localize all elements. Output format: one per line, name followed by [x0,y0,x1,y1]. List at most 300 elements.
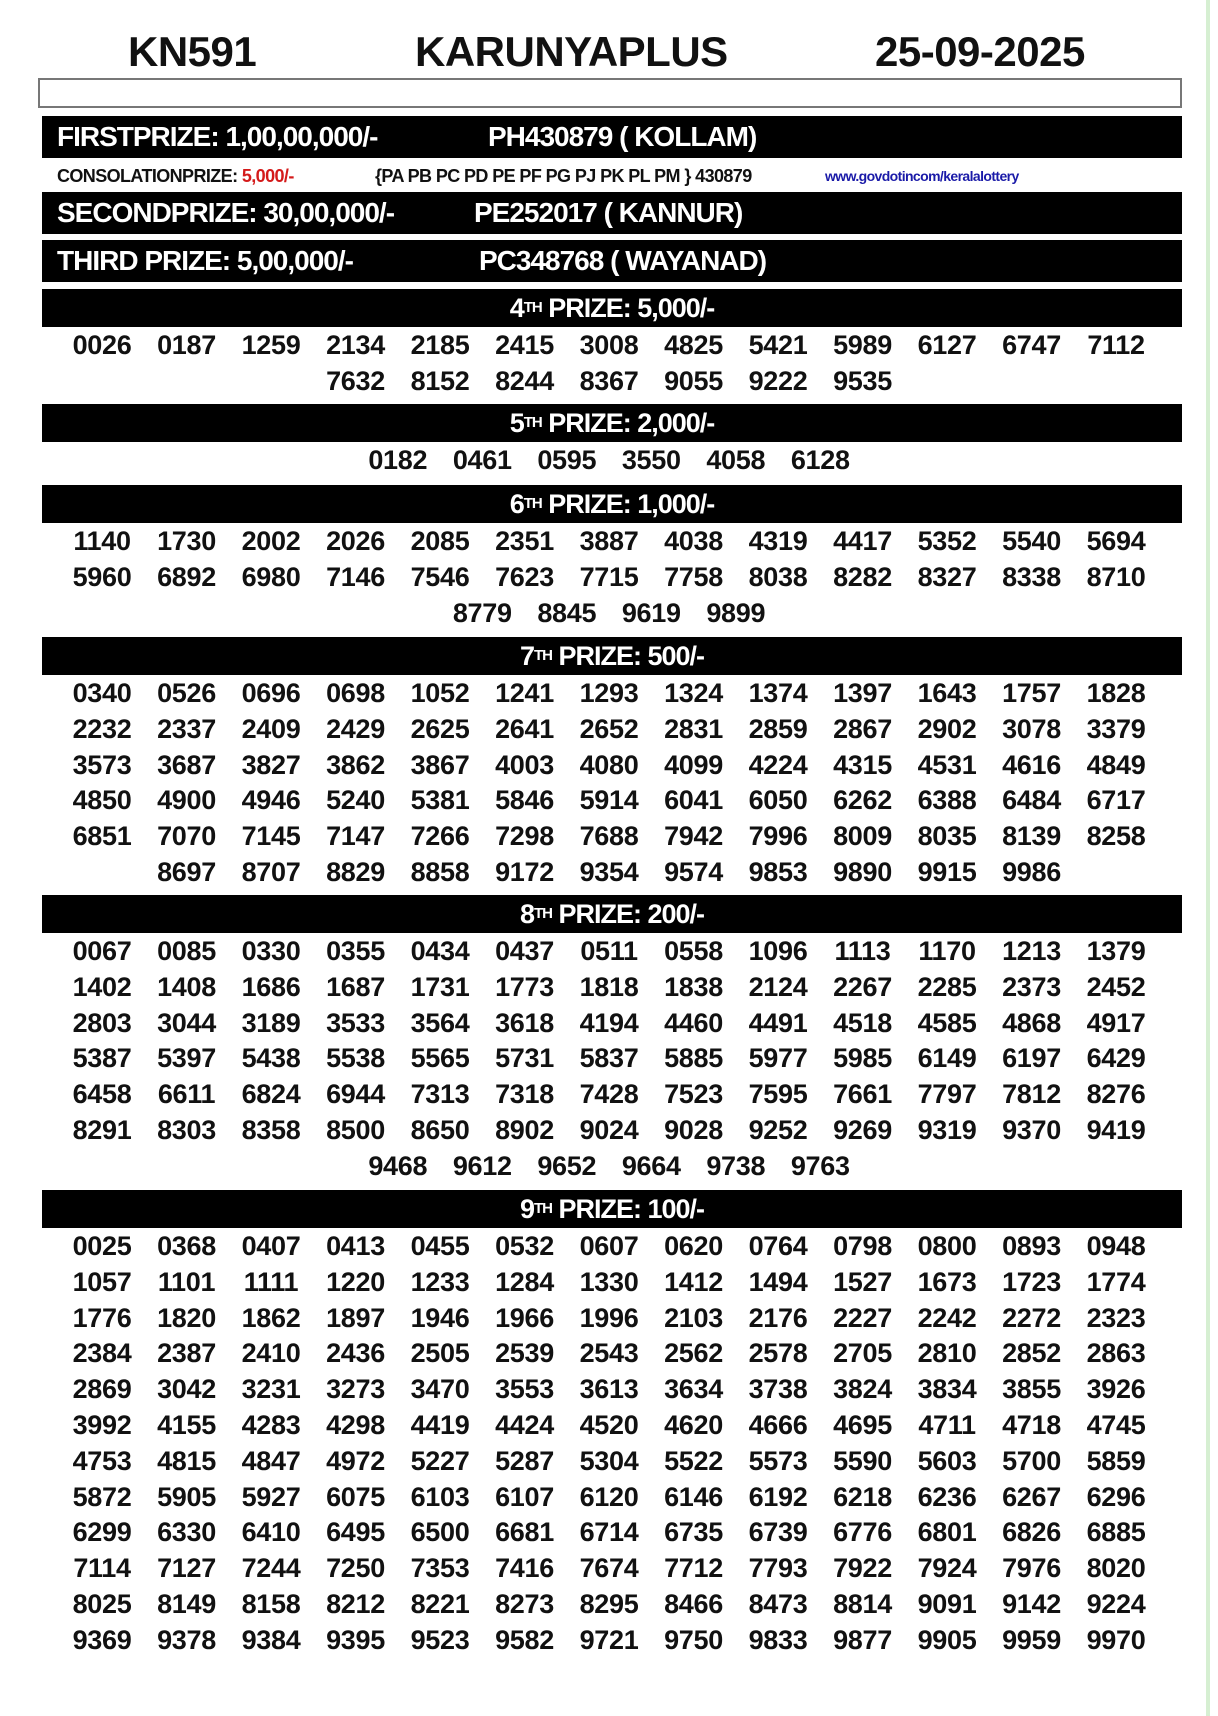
prize-amount: PRIZE: 100/- [551,1194,705,1224]
winning-number: 6980 [241,561,301,592]
winning-number: 2285 [917,971,977,1002]
prize-amount: PRIZE: 200/- [551,899,705,929]
winning-number: 5885 [664,1043,723,1074]
prize-9-number-row [0,1622,1218,1658]
winning-number: 6128 [790,445,850,475]
winning-number: 5872 [72,1481,132,1512]
winning-number: 7715 [579,561,639,592]
winning-number: 7147 [326,821,385,852]
prize-6-number-row [0,595,1218,631]
winning-number: 0182 [368,445,428,475]
winning-number: 7070 [157,821,216,852]
winning-number: 9877 [833,1624,892,1655]
winning-number: 4531 [917,749,977,780]
winning-number: 2337 [157,713,216,744]
winning-number: 6824 [241,1079,301,1110]
winning-number: 6296 [1086,1481,1146,1512]
winning-number: 3550 [621,445,681,475]
winning-number: 9721 [579,1624,639,1655]
second-prize-winner: PE252017 ( KANNUR) [474,197,743,228]
winning-number: 8295 [579,1589,639,1619]
winning-number: 4520 [579,1410,639,1440]
winning-number: 6611 [157,1079,216,1110]
winning-number: 2562 [664,1338,723,1369]
winning-number: 4194 [579,1007,639,1038]
winning-number: 3078 [1002,713,1061,744]
winning-number: 2232 [72,713,132,744]
winning-number: 2134 [326,330,385,360]
winning-number: 6484 [1002,785,1061,816]
winning-number: 0800 [917,1231,977,1261]
winning-number: 4868 [1002,1007,1061,1038]
winning-number: 6717 [1086,785,1146,816]
winning-number: 5837 [579,1043,639,1074]
winning-number: 8303 [157,1115,216,1145]
lottery-name: KARUNYAPLUS [415,28,728,75]
winning-number: 4585 [917,1007,977,1038]
winning-number: 9384 [241,1624,301,1655]
winning-number: 9582 [495,1624,554,1655]
winning-number: 9523 [410,1624,470,1655]
prize-8-number-row [0,1076,1218,1112]
winning-number: 3827 [241,749,301,780]
winning-number: 3379 [1086,713,1146,744]
winning-number: 0764 [748,1231,808,1261]
winning-number: 1673 [917,1266,977,1297]
winning-number: 1897 [326,1302,385,1333]
winning-number: 6739 [748,1517,808,1548]
winning-number: 6050 [748,785,808,816]
winning-number: 7353 [410,1553,470,1584]
prize-9-number-row [0,1514,1218,1550]
winning-number: 0340 [72,678,132,708]
winning-number: 2176 [748,1302,808,1333]
winning-number: 4917 [1086,1007,1146,1038]
winning-number: 4900 [157,785,216,816]
winning-number: 3273 [326,1374,385,1405]
prize-7-number-row [0,711,1218,747]
prize-7-number-row [0,782,1218,818]
winning-number: 1862 [241,1302,301,1333]
prize-ordinal: 8 [519,899,534,929]
winning-number: 2436 [326,1338,385,1369]
winning-number: 1730 [157,526,216,556]
winning-number: 6714 [579,1517,639,1548]
winning-number: 0407 [241,1231,301,1261]
prize-4-number-row [0,327,1218,363]
winning-number: 2267 [833,971,892,1002]
winning-number: 1057 [72,1266,132,1297]
prize-amount: PRIZE: 5,000/- [541,293,715,323]
winning-number: 9959 [1002,1624,1061,1655]
winning-number: 1259 [241,330,301,360]
winning-number: 8367 [579,365,639,396]
winning-number: 1096 [748,936,808,966]
prize-amount: PRIZE: 500/- [551,641,705,671]
winning-number: 8466 [664,1589,723,1619]
prize-ordinal: 6 [509,489,524,519]
prize-7-number-row [0,818,1218,854]
winning-number: 1686 [241,971,301,1002]
winning-number: 1052 [410,678,470,708]
winning-number: 0368 [157,1231,216,1261]
winning-number: 9915 [917,857,977,887]
winning-number: 9091 [917,1589,977,1619]
winning-number: 6429 [1086,1043,1146,1074]
winning-number: 2429 [326,713,385,744]
winning-number: 1379 [1086,936,1146,966]
prize-6-header [42,485,1182,523]
prize-8-number-row [0,1112,1218,1148]
winning-number: 8212 [326,1589,385,1619]
winning-number: 1408 [157,971,216,1002]
winning-number: 2415 [495,330,554,360]
winning-number: 3533 [326,1007,385,1038]
winning-number: 0413 [326,1231,385,1261]
winning-number: 2373 [1002,971,1061,1002]
winning-number: 9574 [664,857,723,887]
draw-code: KN591 [128,28,257,75]
winning-number: 3042 [157,1374,216,1405]
consolation-series: {PA PB PC PD PE PF PG PJ PK PL PM } 430879 [375,166,752,186]
winning-number: 6681 [495,1517,554,1548]
winning-number: 8282 [833,561,892,592]
winning-number: 3008 [579,330,639,360]
prize-6-number-row [0,559,1218,595]
winning-number: 2124 [748,971,808,1002]
winning-number: 2242 [917,1302,977,1333]
winning-number: 8152 [410,365,470,396]
winning-number: 6075 [326,1481,385,1512]
winning-number: 2410 [241,1338,301,1369]
winning-number: 6410 [241,1517,301,1548]
winning-number: 6120 [579,1481,639,1512]
prize-9-number-row [0,1228,1218,1264]
winning-number: 2323 [1086,1302,1146,1333]
winning-number: 2652 [579,713,639,744]
winning-number: 1324 [664,678,723,708]
winning-number: 4849 [1086,749,1146,780]
winning-number: 4518 [833,1007,892,1038]
winning-number: 7145 [241,821,301,852]
third-prize-winner: PC348768 ( WAYANAD) [479,245,767,276]
winning-number: 2852 [1002,1338,1061,1369]
winning-number: 6107 [495,1481,554,1512]
winning-number: 5590 [833,1445,892,1476]
winning-number: 8035 [917,821,977,852]
winning-number: 3824 [833,1374,892,1405]
prize-9-number-row [0,1371,1218,1407]
winning-number: 1494 [748,1266,808,1297]
winning-number: 9395 [326,1624,385,1655]
winning-number: 2409 [241,713,301,744]
winning-number: 5304 [579,1445,639,1476]
winning-number: 3887 [579,526,639,556]
prize-ordinal-suffix: TH [523,299,542,316]
winning-number: 8276 [1086,1079,1146,1110]
prize-7-number-row [0,675,1218,711]
winning-number: 2625 [410,713,470,744]
winning-number: 9833 [748,1624,808,1655]
winning-number: 4718 [1002,1410,1061,1440]
winning-number: 2272 [1002,1302,1061,1333]
winning-number: 1113 [834,936,891,966]
prize-9-number-row [0,1300,1218,1336]
prize-5-number-row [0,442,1218,478]
winning-number: 6146 [664,1481,723,1512]
winning-number: 1213 [1002,936,1061,966]
winning-number: 7661 [833,1079,892,1110]
winning-number: 7797 [917,1079,977,1110]
winning-number: 6801 [917,1517,977,1548]
winning-number: 2831 [664,713,723,744]
prize-amount: PRIZE: 2,000/- [541,408,715,438]
winning-number: 1170 [918,936,976,966]
winning-number: 0558 [664,936,723,966]
winning-number: 8500 [326,1115,385,1145]
winning-number: 9354 [579,857,639,887]
winning-number: 2543 [579,1338,639,1369]
winning-number: 4038 [664,526,723,556]
prize-9-number-row [0,1443,1218,1479]
prize-8-header [42,895,1182,933]
winning-number: 1220 [326,1266,385,1297]
winning-number: 4224 [748,749,808,780]
winning-number: 2803 [72,1007,132,1038]
winning-number: 9024 [579,1115,639,1145]
winning-number: 1820 [157,1302,216,1333]
blank-notice-box [38,78,1182,108]
prize-ordinal-suffix: TH [533,905,552,922]
winning-number: 8025 [72,1589,132,1619]
winning-number: 5397 [157,1043,216,1074]
winning-number: 3044 [157,1007,216,1038]
winning-number: 0434 [410,936,470,966]
winning-number: 1643 [917,678,977,708]
winning-number: 1731 [410,971,470,1002]
winning-number: 4815 [157,1445,216,1476]
winning-number: 2227 [833,1302,892,1333]
winning-number: 1776 [72,1302,132,1333]
winning-number: 5603 [917,1445,977,1476]
winning-number: 7266 [410,821,470,852]
winning-number: 9224 [1086,1589,1146,1619]
winning-number: 6299 [72,1517,132,1548]
winning-number: 2185 [410,330,470,360]
prize-8-number-row [0,1040,1218,1076]
winning-number: 1412 [664,1266,723,1297]
winning-number: 6197 [1002,1043,1061,1074]
winning-number: 7416 [495,1553,554,1584]
winning-number: 1233 [410,1266,470,1297]
winning-number: 7793 [748,1553,808,1584]
prize-7-header [42,637,1182,675]
winning-number: 8358 [241,1115,301,1145]
winning-number: 8650 [410,1115,470,1145]
winning-number: 7112 [1087,330,1145,360]
winning-number: 5540 [1002,526,1061,556]
winning-number: 8258 [1086,821,1146,852]
winning-number: 8473 [748,1589,808,1619]
winning-number: 1140 [73,526,131,556]
first-prize-winner: PH430879 ( KOLLAM) [488,121,757,152]
winning-number: 1687 [326,971,385,1002]
winning-number: 4825 [664,330,723,360]
winning-number: 5381 [410,785,470,816]
winning-number: 7942 [664,821,723,852]
winning-number: 6127 [917,330,977,360]
winning-number: 3926 [1086,1374,1146,1405]
winning-number: 2859 [748,713,808,744]
winning-number: 2384 [72,1338,132,1369]
winning-number: 6944 [326,1079,385,1110]
first-prize-label: FIRSTPRIZE: 1,00,00,000/- [57,121,378,152]
winning-number: 9468 [368,1150,428,1181]
winning-number: 1996 [579,1302,639,1333]
third-prize-bar [42,240,1182,282]
winning-number: 8244 [495,365,554,396]
winning-number: 1402 [72,971,132,1002]
winning-number: 7298 [495,821,554,852]
winning-number: 5700 [1002,1445,1061,1476]
winning-number: 0355 [326,936,385,966]
winning-number: 8273 [495,1589,554,1619]
winning-number: 6776 [833,1517,892,1548]
winning-number: 9172 [495,857,554,887]
winning-number: 8149 [157,1589,216,1619]
third-prize-label: THIRD PRIZE: 5,00,000/- [57,245,353,276]
winning-number: 9419 [1086,1115,1146,1145]
winning-number: 0330 [241,936,301,966]
winning-number: 1828 [1086,678,1146,708]
winning-number: 5240 [326,785,385,816]
winning-number: 7758 [664,561,723,592]
winning-number: 2869 [72,1374,132,1405]
winning-number: 4419 [410,1410,470,1440]
winning-number: 0026 [72,330,132,360]
winning-number: 9905 [917,1624,977,1655]
winning-number: 6500 [410,1517,470,1548]
winning-number: 7114 [73,1553,131,1584]
winning-number: 4695 [833,1410,892,1440]
winning-number: 3834 [917,1374,977,1405]
winning-number: 5694 [1086,526,1146,556]
winning-number: 1946 [410,1302,470,1333]
prize-8-number-row [0,933,1218,969]
winning-number: 5914 [579,785,639,816]
winning-number: 8707 [241,857,301,887]
winning-number: 9252 [748,1115,808,1145]
winning-number: 2002 [241,526,301,556]
winning-number: 8697 [157,857,216,887]
winning-number: 3862 [326,749,385,780]
winning-number: 9763 [790,1150,850,1181]
winning-number: 0437 [495,936,554,966]
winning-number: 2085 [410,526,470,556]
winning-number: 5573 [748,1445,808,1476]
winning-number: 1838 [664,971,723,1002]
winning-number: 9535 [833,365,892,396]
winning-number: 6735 [664,1517,723,1548]
winning-number: 7976 [1002,1553,1061,1584]
winning-number: 9269 [833,1115,892,1145]
winning-number: 7146 [326,561,385,592]
prize-amount: PRIZE: 1,000/- [541,489,715,519]
winning-number: 4946 [241,785,301,816]
prize-ordinal: 7 [519,641,534,671]
prize-4-header [42,289,1182,327]
winning-number: 4850 [72,785,132,816]
winning-number: 0698 [326,678,385,708]
winning-number: 2705 [833,1338,892,1369]
winning-number: 0526 [157,678,216,708]
prize-7-number-row [0,854,1218,890]
winning-number: 4319 [748,526,808,556]
winning-number: 7688 [579,821,639,852]
winning-number: 4080 [579,749,639,780]
winning-number: 1374 [748,678,808,708]
winning-number: 9142 [1002,1589,1061,1619]
winning-number: 6747 [1002,330,1061,360]
winning-number: 6885 [1086,1517,1146,1548]
winning-number: 3738 [748,1374,808,1405]
winning-number: 8327 [917,561,977,592]
winning-number: 5989 [833,330,892,360]
winning-number: 1818 [579,971,639,1002]
winning-number: 7244 [241,1553,301,1584]
winning-number: 1757 [1002,678,1061,708]
winning-number: 8845 [537,597,597,628]
winning-number: 8221 [410,1589,470,1619]
winning-number: 5927 [241,1481,301,1512]
winning-number: 4058 [706,445,766,475]
prize-4-number-row [0,363,1218,399]
winning-number: 7712 [664,1553,723,1584]
prize-9-number-row [0,1479,1218,1515]
winning-number: 6041 [664,785,723,816]
prize-ordinal: 9 [519,1194,534,1224]
winning-number: 9738 [706,1150,766,1181]
winning-number: 6192 [748,1481,808,1512]
winning-number: 2387 [157,1338,216,1369]
winning-number: 6458 [72,1079,132,1110]
winning-number: 5352 [917,526,977,556]
winning-number: 9986 [1002,857,1061,887]
winning-number: 5287 [495,1445,554,1476]
winning-number: 4298 [326,1410,385,1440]
winning-number: 4745 [1086,1410,1146,1440]
winning-number: 3553 [495,1374,554,1405]
winning-number: 2810 [917,1338,977,1369]
website-link[interactable]: www.govdotincom/keralalottery [825,168,1019,184]
winning-number: 5985 [833,1043,892,1074]
winning-number: 7523 [664,1079,723,1110]
prize-6-number-row [0,523,1218,559]
prize-9-number-row [0,1407,1218,1443]
winning-number: 2641 [495,713,554,744]
winning-number: 3573 [72,749,132,780]
winning-number: 6495 [326,1517,385,1548]
winning-number: 5977 [748,1043,808,1074]
winning-number: 9750 [664,1624,723,1655]
winning-number: 9319 [917,1115,977,1145]
winning-number: 5731 [495,1043,554,1074]
winning-number: 5565 [410,1043,470,1074]
draw-date: 25-09-2025 [875,28,1085,75]
prize-8-number-row [0,969,1218,1005]
winning-number: 2578 [748,1338,808,1369]
winning-number: 2902 [917,713,977,744]
